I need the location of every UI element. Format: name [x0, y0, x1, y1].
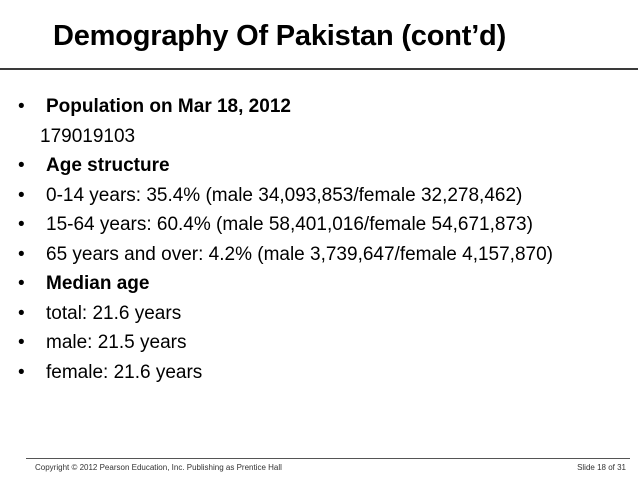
bullet-text: 0-14 years: 35.4% (male 34,093,853/female 32,278,462): [46, 184, 523, 206]
bullet-marker: •: [18, 273, 25, 294]
bullet-text: male: 21.5 years: [46, 332, 187, 353]
bullet-age-0-14: [18, 181, 628, 211]
bullet-marker: •: [18, 361, 25, 383]
bullet-marker: •: [18, 214, 25, 235]
bullet-age-65-plus: [18, 240, 628, 270]
bullet-median-female: [18, 358, 628, 388]
bullet-text: Age structure: [46, 155, 170, 176]
bullet-marker: •: [18, 243, 25, 265]
population-value: [18, 122, 628, 152]
bullet-age-structure: [18, 151, 628, 181]
bullet-text: Population on Mar 18, 2012: [46, 96, 291, 117]
bullet-text: total: 21.6 years: [46, 302, 182, 324]
bullet-marker: •: [18, 302, 25, 324]
bullet-text: 65 years and over: 4.2% (male 3,739,647/female 4,157,870): [46, 243, 553, 265]
bullet-median-total: [18, 299, 628, 329]
bullet-text: female: 21.6 years: [46, 361, 203, 383]
bullet-age-15-64: [18, 210, 628, 240]
bullet-marker: •: [18, 96, 25, 117]
bullet-text: Median age: [46, 273, 150, 294]
bullet-list: [18, 92, 628, 387]
slide-title: Demography Of Pakistan (cont’d): [53, 20, 507, 52]
footer-slide-number: Slide 18 of 31: [577, 463, 626, 472]
bullet-text: 15-64 years: 60.4% (male 58,401,016/female 54,671,873): [46, 214, 533, 235]
title-divider: [0, 68, 638, 70]
bullet-median-male: [18, 328, 628, 358]
bullet-marker: •: [18, 332, 25, 353]
footer-divider: [26, 458, 630, 459]
footer-copyright: Copyright © 2012 Pearson Education, Inc. Publishing as Prentice Hall: [35, 463, 282, 472]
bullet-median-age: [18, 269, 628, 299]
bullet-marker: •: [18, 184, 25, 206]
bullet-marker: •: [18, 155, 25, 176]
bullet-text: 179019103: [40, 125, 136, 147]
bullet-population: [18, 92, 628, 122]
